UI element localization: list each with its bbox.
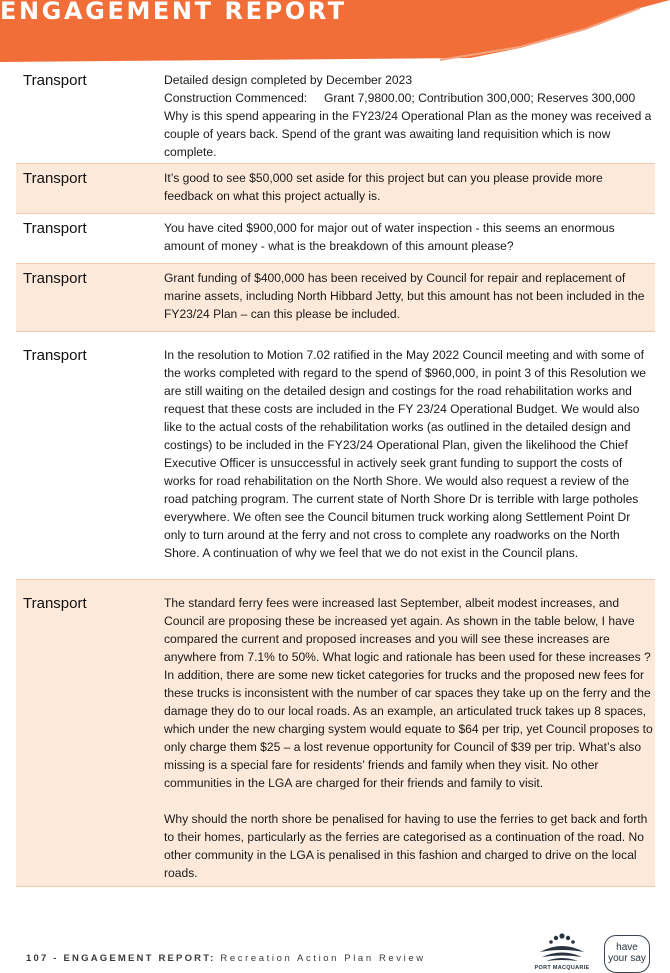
- comment-cell: [164, 269, 655, 329]
- feedback-table: [16, 66, 655, 887]
- table-row: [16, 164, 655, 214]
- paragraph-gap: [164, 792, 653, 810]
- council-logo-text: PORT MACQUARIE: [534, 965, 590, 971]
- table-row: [16, 580, 655, 887]
- comment-text: You have cited $900,000 for major out of water inspection - this seems an enormous amount of money - what is the breakdown of this amount please?: [164, 221, 615, 253]
- page-number: 107: [26, 953, 49, 964]
- have-your-say-line2: your say: [608, 953, 646, 964]
- footer-separator: -: [53, 953, 59, 964]
- comment-text: Construction Commenced: Grant 7,9800.00; Contribution 300,000; Reserves 300,000: [164, 91, 636, 105]
- comment-text: Grant funding of $400,000 has been received by Council for repair and replacement of marine assets, including North Hibbard Jetty, but this amount has not been included in the FY23/24 Plan – can this please be included.: [164, 271, 645, 321]
- category-cell: Transport: [23, 72, 87, 89]
- table-row: [16, 66, 655, 164]
- comment-text: It’s good to see $50,000 set aside for this project but can you please provide more feedback on what this project actually is.: [164, 171, 603, 203]
- council-logo: [534, 930, 590, 970]
- comment-text: Why is this spend appearing in the FY23/24 Operational Plan as the money was received a couple of years back. Spend of the grant was awaiting land requisition which is now complete.: [164, 109, 652, 159]
- council-emblem-icon: [534, 930, 590, 966]
- header-banner: [0, 0, 670, 62]
- comment-cell: [164, 219, 655, 261]
- comment-cell: [164, 169, 655, 211]
- category-cell: Transport: [23, 170, 87, 187]
- page-title: ENGAGEMENT REPORT: [0, 0, 347, 25]
- category-cell: Transport: [23, 595, 87, 612]
- table-row: [16, 264, 655, 332]
- footer-report-subtitle: Recreation Action Plan Review: [220, 953, 426, 964]
- category-cell: Transport: [23, 270, 87, 287]
- comment-text: Detailed design completed by December 2023: [164, 73, 413, 87]
- have-your-say-line1: have: [616, 942, 638, 953]
- have-your-say-logo: [604, 935, 650, 973]
- table-row: [16, 332, 655, 580]
- table-row: [16, 214, 655, 264]
- comment-text: In the resolution to Motion 7.02 ratified in the May 2022 Council meeting and with some of the works completed with regard to the spend of $960,000, in point 3 of this Resolution we are still waiting on the detailed design and costings for the road rehabilitation works and request that these costs are included in the FY 23/24 Operational Budget. We would also like to the actual costs of the rehabilitation works (as outlined in the detailed design and costings) to be included in the FY23/24 Operational Plan, given the likelihood the Chief Executive Officer is unsuccessful in actively seek grant funding to support the costs of works for road rehabilitation on the North Shore. We would also request a review of the road patching program. The current state of North Shore Dr is terrible with large potholes everywhere. We often see the Council bitumen truck working along Settlement Point Dr only to turn around at the ferry and not cross to complete any roadworks on the North Shore. A continuation of why we feel that we do not exist in the Council plans.: [164, 348, 647, 560]
- comment-cell: [164, 594, 655, 882]
- page-footer: [26, 953, 426, 964]
- footer-report-label: ENGAGEMENT REPORT:: [63, 953, 216, 964]
- comment-text: Why should the north shore be penalised for having to use the ferries to get back and forth to their homes, particularly as the ferries are categorised as a continuation of the road. No other community in the LGA is penalised in this fashion and charged to drive on the local roads.: [164, 812, 648, 880]
- category-cell: Transport: [23, 347, 87, 364]
- comment-cell: [164, 346, 655, 577]
- comment-cell: [164, 71, 655, 161]
- category-cell: Transport: [23, 220, 87, 237]
- comment-text: The standard ferry fees were increased last September, albeit modest increases, and Council are proposing these be increased yet again. As shown in the table below, I have compared the current and proposed increases and you will see these increases are anywhere from 7.1% to 50%. What logic and rationale has been used for these increases ? In addition, there are some new ticket categories for trucks and the proposed new fees for these trucks is inconsistent with the number of car spaces they take up on the ferry and the damage they do to our local roads. As an example, an articulated truck takes up 8 spaces, which under the new charging system would equate to $64 per trip, yet Council proposes to only charge them $25 – a lost revenue opportunity for Council of $39 per trip. What’s also missing is a special fare for residents’ friends and family when they visit. No other communities in the LGA are charged for their friends and family to visit.: [164, 596, 653, 790]
